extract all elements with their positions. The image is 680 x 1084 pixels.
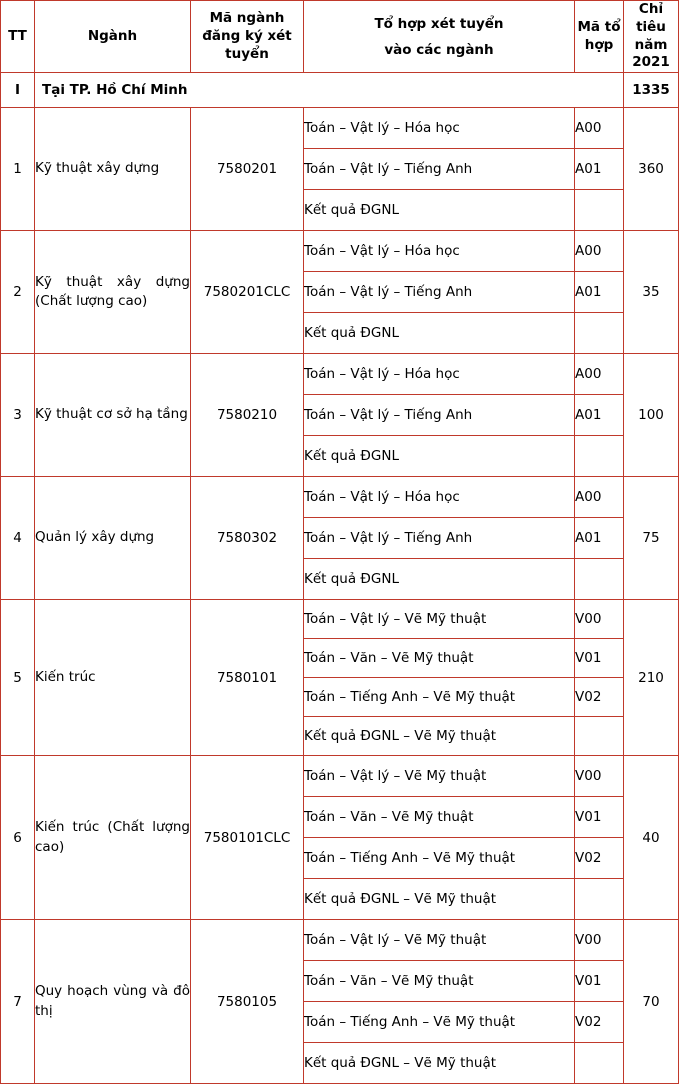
section-numeral: I	[1, 73, 35, 108]
row-to-hop: Toán – Vật lý – Tiếng Anh	[304, 272, 575, 313]
table-row	[1, 920, 679, 961]
column-header-chi-tieu-line2: tiêu	[636, 18, 666, 35]
row-ma-to-hop: A00	[575, 477, 624, 518]
row-ma-nganh: 7580101CLC	[191, 756, 304, 920]
row-nganh: Kiến trúc (Chất lượng cao)	[35, 756, 191, 920]
row-to-hop: Toán – Vật lý – Hóa học	[304, 354, 575, 395]
row-chi-tieu: 70	[624, 920, 679, 1084]
column-header-ma-nganh-line2: đăng ký xét	[202, 27, 292, 44]
row-to-hop: Toán – Vật lý – Tiếng Anh	[304, 518, 575, 559]
row-to-hop: Toán – Văn – Vẽ Mỹ thuật	[304, 639, 575, 678]
row-ma-to-hop	[575, 717, 624, 756]
row-to-hop: Kết quả ĐGNL	[304, 190, 575, 231]
row-ma-to-hop	[575, 559, 624, 600]
column-header-nganh: Ngành	[35, 1, 191, 73]
row-ma-to-hop: V00	[575, 756, 624, 797]
row-ma-to-hop: A01	[575, 272, 624, 313]
row-to-hop: Toán – Vật lý – Tiếng Anh	[304, 395, 575, 436]
row-ma-to-hop: V01	[575, 961, 624, 1002]
column-header-ma-nganh-line3: tuyển	[225, 45, 269, 62]
row-chi-tieu: 210	[624, 600, 679, 756]
table-row	[1, 756, 679, 797]
row-to-hop: Toán – Tiếng Anh – Vẽ Mỹ thuật	[304, 838, 575, 879]
row-nganh: Kỹ thuật xây dựng	[35, 108, 191, 231]
row-ma-nganh: 7580201CLC	[191, 231, 304, 354]
row-to-hop: Kết quả ĐGNL – Vẽ Mỹ thuật	[304, 717, 575, 756]
row-to-hop: Toán – Tiếng Anh – Vẽ Mỹ thuật	[304, 678, 575, 717]
row-ma-to-hop: A00	[575, 108, 624, 149]
row-to-hop: Toán – Văn – Vẽ Mỹ thuật	[304, 961, 575, 1002]
table-row	[1, 354, 679, 395]
row-ma-to-hop: V00	[575, 920, 624, 961]
row-ma-to-hop	[575, 1043, 624, 1084]
row-ma-nganh: 7580201	[191, 108, 304, 231]
row-ma-nganh: 7580210	[191, 354, 304, 477]
row-ma-to-hop: V02	[575, 678, 624, 717]
section-row	[1, 73, 679, 108]
row-nganh: Kiến trúc	[35, 600, 191, 756]
row-tt: 5	[1, 600, 35, 756]
row-ma-to-hop: A00	[575, 354, 624, 395]
row-ma-to-hop	[575, 190, 624, 231]
column-header-ma-nganh-line1: Mã ngành	[209, 9, 285, 26]
row-nganh: Kỹ thuật cơ sở hạ tầng	[35, 354, 191, 477]
row-ma-to-hop: V02	[575, 838, 624, 879]
row-ma-to-hop: V01	[575, 797, 624, 838]
row-chi-tieu: 360	[624, 108, 679, 231]
row-ma-nganh: 7580101	[191, 600, 304, 756]
column-header-chi-tieu-line4: 2021	[632, 54, 670, 71]
row-tt: 3	[1, 354, 35, 477]
row-to-hop: Toán – Văn – Vẽ Mỹ thuật	[304, 797, 575, 838]
column-header-ma-nganh	[191, 1, 304, 73]
row-to-hop: Kết quả ĐGNL – Vẽ Mỹ thuật	[304, 879, 575, 920]
row-chi-tieu: 100	[624, 354, 679, 477]
row-chi-tieu: 40	[624, 756, 679, 920]
column-header-tt: TT	[1, 1, 35, 73]
row-nganh: Kỹ thuật xây dựng (Chất lượng cao)	[35, 231, 191, 354]
row-ma-to-hop: A01	[575, 395, 624, 436]
row-to-hop: Toán – Vật lý – Hóa học	[304, 477, 575, 518]
column-header-ma-to-hop-line1: Mã tổ	[577, 18, 621, 35]
row-ma-to-hop: A00	[575, 231, 624, 272]
row-chi-tieu: 75	[624, 477, 679, 600]
column-header-chi-tieu-line1: Chỉ	[638, 1, 664, 17]
column-header-ma-to-hop	[575, 1, 624, 73]
row-ma-to-hop: A01	[575, 518, 624, 559]
row-to-hop: Kết quả ĐGNL	[304, 436, 575, 477]
row-nganh: Quản lý xây dựng	[35, 477, 191, 600]
row-ma-to-hop: A01	[575, 149, 624, 190]
row-to-hop: Toán – Vật lý – Tiếng Anh	[304, 149, 575, 190]
column-header-to-hop	[304, 1, 575, 73]
row-to-hop: Toán – Vật lý – Hóa học	[304, 108, 575, 149]
row-chi-tieu: 35	[624, 231, 679, 354]
table-header	[1, 1, 679, 73]
header-row	[1, 1, 679, 73]
row-to-hop: Toán – Vật lý – Vẽ Mỹ thuật	[304, 756, 575, 797]
row-ma-to-hop	[575, 436, 624, 477]
row-ma-to-hop	[575, 313, 624, 354]
row-to-hop: Kết quả ĐGNL	[304, 313, 575, 354]
row-ma-to-hop: V00	[575, 600, 624, 639]
column-header-chi-tieu-line3: năm	[634, 36, 668, 53]
row-tt: 2	[1, 231, 35, 354]
section-label: Tại TP. Hồ Chí Minh	[35, 73, 624, 108]
row-tt: 7	[1, 920, 35, 1084]
row-to-hop: Kết quả ĐGNL	[304, 559, 575, 600]
table-row	[1, 108, 679, 149]
table-row	[1, 231, 679, 272]
row-to-hop: Kết quả ĐGNL – Vẽ Mỹ thuật	[304, 1043, 575, 1084]
column-header-to-hop-line2: vào các ngành	[384, 41, 494, 58]
column-header-ma-to-hop-line2: hợp	[584, 36, 614, 53]
row-ma-to-hop: V02	[575, 1002, 624, 1043]
row-ma-to-hop: V01	[575, 639, 624, 678]
row-to-hop: Toán – Vật lý – Hóa học	[304, 231, 575, 272]
row-to-hop: Toán – Tiếng Anh – Vẽ Mỹ thuật	[304, 1002, 575, 1043]
row-tt: 4	[1, 477, 35, 600]
row-ma-nganh: 7580302	[191, 477, 304, 600]
row-ma-to-hop	[575, 879, 624, 920]
table-row	[1, 477, 679, 518]
column-header-chi-tieu	[624, 1, 679, 73]
column-header-to-hop-line1: Tổ hợp xét tuyển	[374, 15, 504, 32]
row-to-hop: Toán – Vật lý – Vẽ Mỹ thuật	[304, 600, 575, 639]
row-tt: 1	[1, 108, 35, 231]
row-nganh: Quy hoạch vùng và đô thị	[35, 920, 191, 1084]
row-ma-nganh: 7580105	[191, 920, 304, 1084]
table-row	[1, 600, 679, 639]
row-tt: 6	[1, 756, 35, 920]
section-total: 1335	[624, 73, 679, 108]
table-body	[1, 73, 679, 1084]
row-to-hop: Toán – Vật lý – Vẽ Mỹ thuật	[304, 920, 575, 961]
